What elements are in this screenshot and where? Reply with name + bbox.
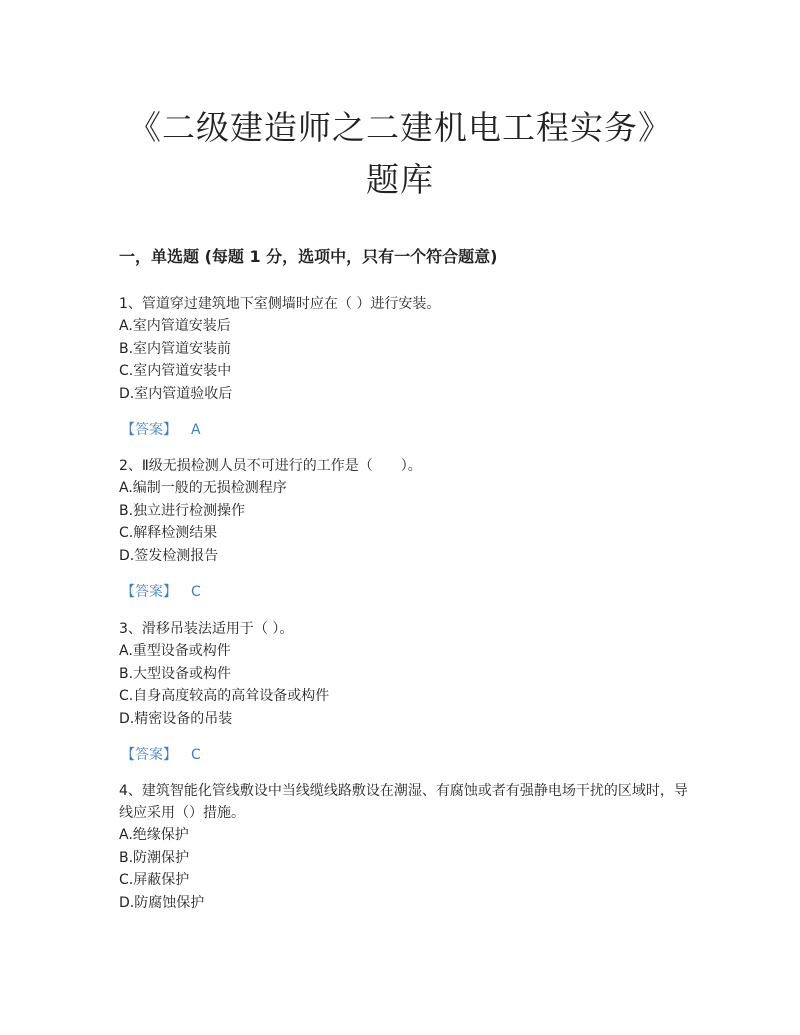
option-d: D.签发检测报告 [119,547,219,564]
question-3 [119,618,689,766]
answer-label: 【答案】 [121,747,177,763]
question-text: 2、Ⅱ级无损检测人员不可进行的工作是（ ）。 [119,458,422,474]
option-c: C.自身高度较高的高耸设备或构件 [119,688,330,704]
section-heading: 一，单选题 (每题 1 分，选项中，只有一个符合题意) [119,247,498,266]
option-a: A.绝缘保护 [119,827,189,843]
answer-label: 【答案】 [121,584,177,600]
document-title: 《二级建造师之二建机电工程实务》 [128,108,672,147]
option-d: D.精密设备的吊装 [119,710,233,727]
question-text: 3、滑移吊装法适用于（ ）。 [119,621,294,637]
option-a: A.室内管道安装后 [119,318,231,334]
answer-value: C [191,747,201,763]
option-b: B.防潮保护 [119,849,190,866]
question-4 [119,780,689,914]
option-b: B.大型设备或构件 [119,665,232,682]
document-title-subline: 题库 [366,160,434,199]
option-a: A.编制一般的无损检测程序 [119,480,287,496]
answer-line [121,744,689,766]
question-1 [119,293,689,441]
option-c: C.解释检测结果 [119,525,218,541]
answer-line [121,419,689,441]
question-2 [119,455,689,603]
option-c: C.室内管道安装中 [119,363,232,379]
option-c: C.屏蔽保护 [119,872,190,888]
option-a: A.重型设备或构件 [119,643,231,659]
answer-value: C [191,584,201,600]
option-b: B.独立进行检测操作 [119,502,246,519]
question-text: 4、建筑智能化管线敷设中当线缆线路敷设在潮湿、有腐蚀或者有强静电场干扰的区域时，导线应采用（）措施。 [119,783,688,821]
answer-value: A [191,422,201,438]
question-text: 1、管道穿过建筑地下室侧墙时应在（ ）进行安装。 [119,296,441,312]
answer-line [121,581,689,603]
option-b: B.室内管道安装前 [119,340,232,357]
answer-label: 【答案】 [121,422,177,438]
option-d: D.防腐蚀保护 [119,894,205,911]
option-d: D.室内管道验收后 [119,385,233,402]
